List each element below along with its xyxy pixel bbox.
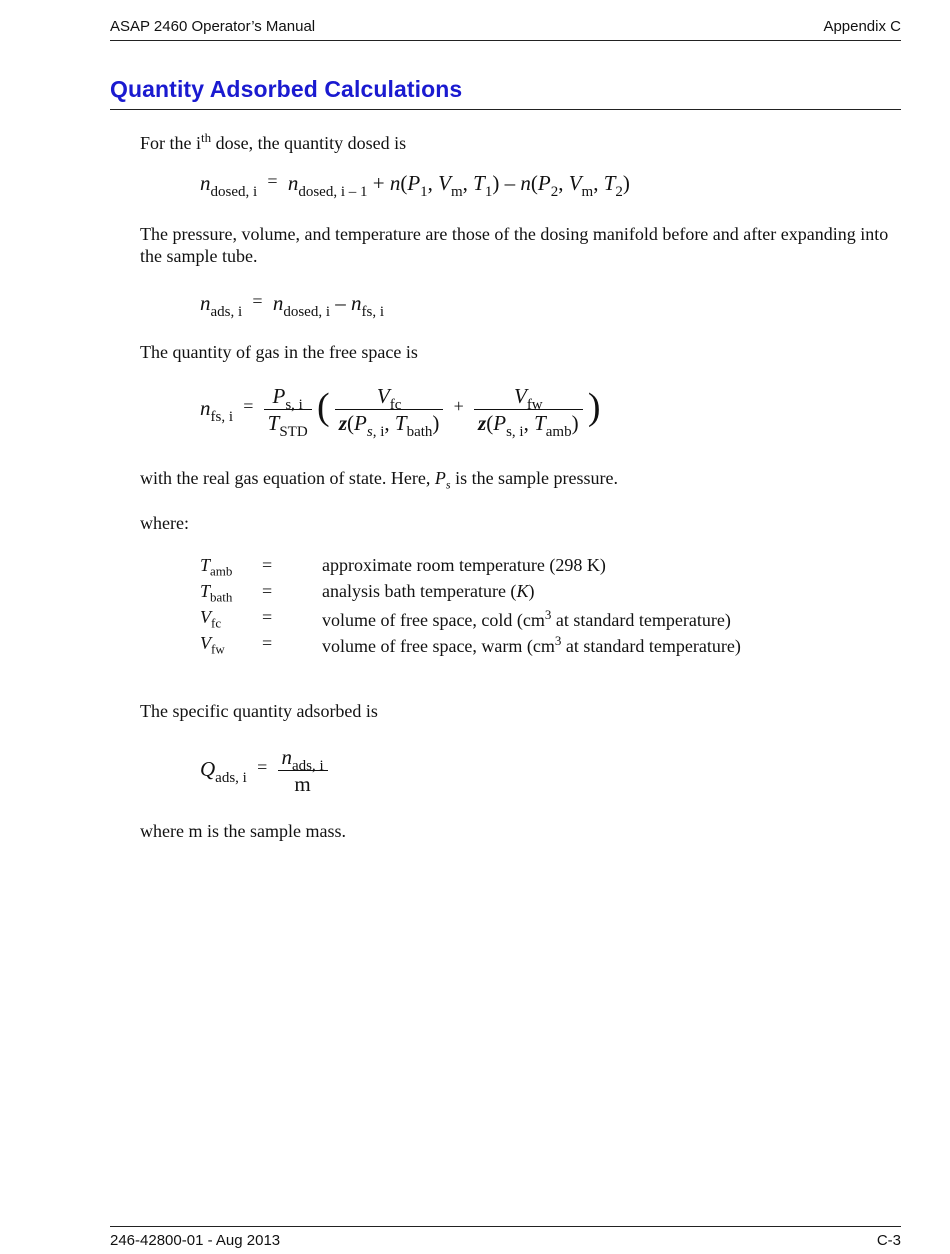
eq1-p1: P: [407, 171, 421, 195]
var-equals: =: [262, 607, 273, 627]
eq1-minus: –: [504, 171, 516, 195]
eq1-sub-2b: 2: [615, 184, 623, 200]
var-desc-text: volume of free space, warm (cm: [322, 636, 555, 656]
var-description: approximate room temperature (298 K): [322, 555, 606, 575]
eq3-lp1: (: [347, 411, 355, 435]
var-description: [322, 633, 741, 659]
var-subscript: fc: [211, 615, 222, 631]
eq3-ps2: P: [493, 411, 507, 435]
eq1-sub-2a: 2: [550, 184, 559, 200]
eq1-sub-dosed-i: dosed, i: [210, 184, 258, 200]
eq1-equals: =: [267, 171, 278, 191]
p4-symbol-sub: s: [445, 477, 451, 492]
p4-symbol: P: [434, 468, 446, 488]
var-symbol: T: [200, 581, 211, 601]
eq3-ps1-sub-i: , i: [372, 424, 385, 440]
var-subscript: fw: [211, 641, 225, 657]
var-desc-sup: 3: [544, 607, 552, 622]
eq3-frac-cold: [335, 384, 444, 440]
running-header: [110, 17, 901, 41]
variable-row: [200, 607, 741, 633]
eq1-n2: n: [287, 171, 299, 195]
eq3-tamb-sub: amb: [545, 424, 572, 440]
p4-text-a: with the real gas equation of state. Here,: [140, 468, 435, 488]
eq2-n3: n: [351, 291, 362, 315]
eq3-tbath: T: [394, 411, 407, 435]
eq3-vfc-sub: fc: [389, 397, 402, 413]
eq2-n1: n: [200, 291, 211, 315]
p1-text-b: dose, the quantity dosed is: [211, 133, 407, 153]
var-desc-sup: 3: [554, 633, 562, 648]
eq3-tbath-sub: bath: [406, 424, 433, 440]
eq1-lparen2: (: [530, 171, 538, 195]
eq3-ps1-sub-s: s: [366, 424, 373, 440]
eq3-vfw: V: [513, 384, 527, 408]
eq1-v1: V: [438, 171, 451, 195]
eq4-m: m: [294, 772, 311, 796]
equation-free-space: [200, 384, 601, 440]
header-appendix: Appendix C: [823, 18, 901, 35]
running-footer: [110, 1226, 901, 1250]
eq1-t1: T: [473, 171, 485, 195]
var-desc-rest: at standard temperature): [561, 636, 741, 656]
real-gas-paragraph: [140, 467, 900, 496]
eq3-rp2: ): [571, 411, 579, 435]
equation-quantity-dosed: [200, 171, 630, 200]
manifold-paragraph: The pressure, volume, and temperature are those of the dosing manifold before and after expanding into the sample tube.: [140, 224, 889, 266]
eq3-vfw-sub: fw: [526, 397, 543, 413]
eq1-comma3: ,: [558, 171, 564, 195]
eq3-z2: z: [478, 411, 487, 435]
var-desc-text: analysis bath temperature (: [322, 581, 517, 601]
eq2-equals: =: [252, 291, 263, 311]
eq2-sub-dosed: dosed, i: [283, 304, 330, 320]
eq3-comma2: ,: [523, 411, 529, 435]
eq4-q: Q: [200, 756, 216, 781]
eq1-t2: T: [603, 171, 616, 195]
where-label: where:: [140, 513, 189, 533]
free-space-paragraph: The quantity of gas in the free space is: [140, 342, 418, 362]
specific-quantity-paragraph: The specific quantity adsorbed is: [140, 701, 378, 721]
eq4-q-sub: ads, i: [215, 769, 247, 786]
var-desc-close: ): [528, 581, 535, 601]
var-equals: =: [262, 555, 273, 575]
var-description: [322, 581, 741, 607]
eq2-n2: n: [272, 291, 284, 315]
eq1-n: n: [200, 171, 211, 195]
eq1-p2: P: [537, 171, 551, 195]
p1-text-a: For the i: [140, 133, 201, 153]
eq1-comma1: ,: [427, 171, 433, 195]
eq1-rparen1: ): [492, 171, 500, 195]
var-equals: =: [262, 581, 273, 601]
var-symbol: V: [200, 633, 211, 653]
eq3-n: n: [200, 395, 211, 420]
eq1-v2: V: [568, 171, 582, 195]
eq3-z1: z: [338, 411, 348, 435]
eq3-ps1: P: [354, 411, 367, 435]
sample-mass-paragraph: where m is the sample mass.: [140, 821, 346, 841]
var-symbol: T: [200, 555, 211, 575]
footer-page-number: C-3: [876, 1232, 901, 1249]
eq3-t: T: [267, 411, 280, 435]
eq3-frac-p-over-t: [264, 384, 312, 440]
eq1-fn2: n: [520, 171, 531, 195]
variable-definitions: [200, 555, 741, 659]
var-desc-rest: at standard temperature): [551, 610, 731, 630]
eq4-n-sub: ads, i: [292, 758, 324, 774]
eq3-t-sub: STD: [279, 424, 308, 440]
eq1-comma2: ,: [462, 171, 468, 195]
eq1-plus: +: [372, 171, 385, 195]
header-manual-title: ASAP 2460 Operator’s Manual: [110, 18, 316, 35]
eq3-big-lparen: (: [316, 386, 330, 428]
eq4-frac: [278, 747, 328, 795]
eq3-sub-fs: fs, i: [210, 408, 233, 425]
eq1-fn1: n: [389, 171, 401, 195]
eq3-rp1: ): [432, 411, 440, 435]
var-symbol: V: [200, 607, 211, 627]
p1-superscript: th: [201, 130, 212, 145]
eq1-comma4: ,: [593, 171, 599, 195]
eq3-frac-warm: [474, 384, 583, 440]
variable-row: [200, 633, 741, 659]
eq1-sub-1a: 1: [420, 184, 428, 200]
var-desc-text: volume of free space, cold (cm: [322, 610, 545, 630]
var-desc-italic: K: [516, 581, 529, 601]
eq1-sub-m2: m: [581, 184, 594, 200]
eq1-lparen1: (: [400, 171, 408, 195]
eq1-sub-m1: m: [451, 184, 463, 200]
var-subscript: amb: [210, 563, 233, 579]
section-title: Quantity Adsorbed Calculations: [110, 76, 901, 110]
eq4-equals: =: [257, 756, 268, 777]
equation-specific-quantity: [200, 747, 328, 795]
eq2-sub-ads: ads, i: [210, 304, 243, 320]
eq3-tamb: T: [534, 411, 546, 435]
eq3-comma1: ,: [384, 411, 390, 435]
eq3-plus: +: [453, 395, 464, 416]
eq4-n: n: [281, 745, 292, 769]
eq3-p-sub: s, i: [285, 397, 303, 413]
eq3-p: P: [272, 384, 286, 408]
variable-row: [200, 555, 741, 581]
variable-row: [200, 581, 741, 607]
eq1-rparen2: ): [622, 171, 630, 195]
equation-quantity-adsorbed: [200, 291, 384, 320]
eq3-vfc: V: [376, 384, 390, 408]
var-description: [322, 607, 741, 633]
intro-paragraph: [140, 127, 900, 154]
eq3-lp2: (: [486, 411, 494, 435]
eq3-ps2-sub: s, i: [506, 424, 524, 440]
footer-doc-number: 246-42800-01 - Aug 2013: [110, 1232, 281, 1249]
eq3-equals: =: [243, 395, 254, 416]
var-subscript: bath: [210, 589, 233, 605]
eq2-sub-fs: fs, i: [361, 304, 384, 320]
eq1-sub-prev: dosed, i – 1: [298, 184, 368, 200]
p4-text-b: is the sample pressure.: [450, 468, 619, 488]
eq1-sub-1b: 1: [484, 184, 493, 200]
var-equals: =: [262, 633, 273, 653]
eq3-big-rparen: ): [587, 386, 601, 428]
eq2-minus: –: [335, 291, 346, 315]
